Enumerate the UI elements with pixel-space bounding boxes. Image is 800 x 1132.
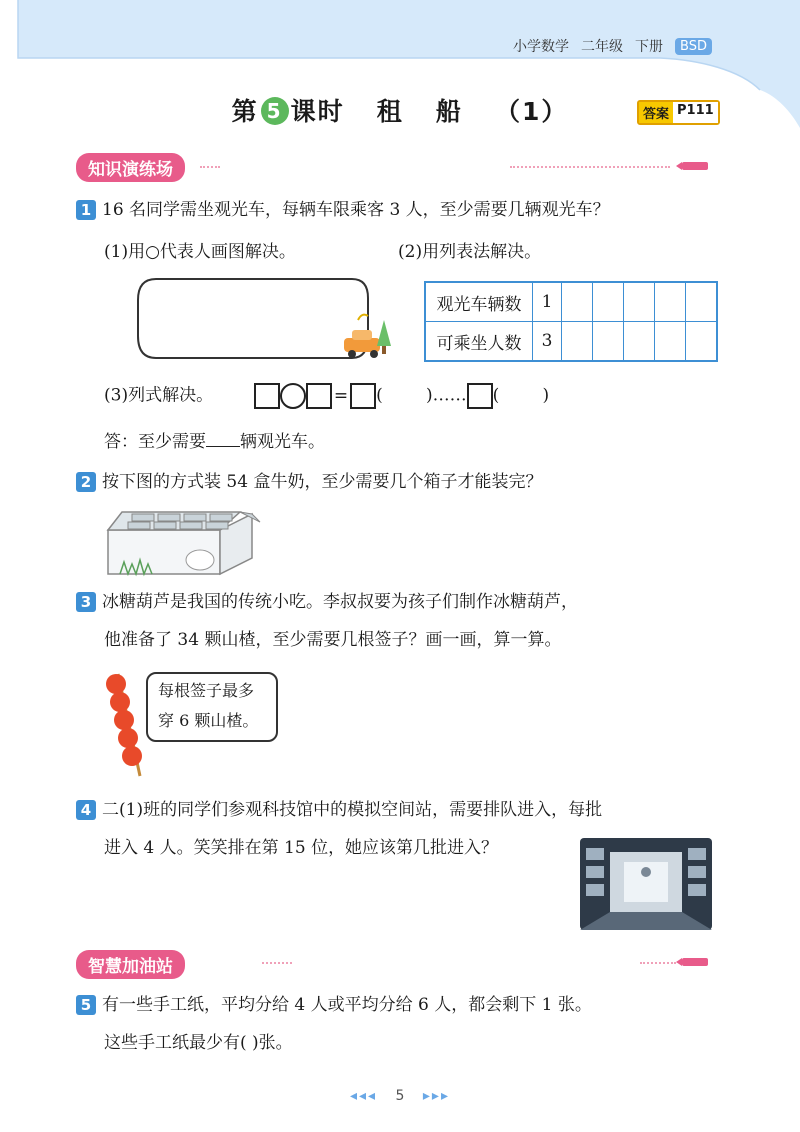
divider xyxy=(200,166,220,168)
moon-icon xyxy=(358,315,368,320)
question-number: 2 xyxy=(76,472,96,492)
title-text: 课时 租 船 （1） xyxy=(290,97,569,126)
space-station-image xyxy=(580,838,712,930)
row2-label: 可乘坐人数 xyxy=(425,322,533,362)
question-4-line2: 进入 4 人。笑笑排在第 15 位，她应该第几批进入？ xyxy=(104,838,499,858)
cell[interactable] xyxy=(686,322,718,362)
cell[interactable] xyxy=(655,322,686,362)
question-number: 3 xyxy=(76,592,96,612)
cell[interactable] xyxy=(562,282,593,322)
divider xyxy=(262,962,292,964)
publisher-badge: BSD xyxy=(675,38,712,55)
page-number: 5 xyxy=(395,1088,405,1104)
answer-label: 答案 xyxy=(639,102,673,123)
question-5-line2: 这些手工纸最少有( )张。 xyxy=(104,1033,293,1053)
question-1 xyxy=(76,198,716,222)
divider xyxy=(640,962,676,964)
question-text: 按下图的方式装 54 盒牛奶，至少需要几个箱子才能装完？ xyxy=(102,472,543,492)
question-text-line1: 二(1)班的同学们参观科技馆中的模拟空间站，需要排队进入，每批 xyxy=(102,800,603,820)
cell[interactable] xyxy=(624,322,655,362)
question-number: 1 xyxy=(76,200,96,220)
section-challenge-tag: 智慧加油站 xyxy=(76,950,185,979)
answer-prefix: 答：至少需要 xyxy=(104,432,206,452)
q1-part3-label: (3)列式解决。 xyxy=(104,385,214,406)
cell: 3 xyxy=(533,322,562,362)
answer-page: P111 xyxy=(673,102,718,123)
question-3-line2: 他准备了 34 颗山楂，至少需要几根签子？画一画，算一算。 xyxy=(104,630,562,650)
cell[interactable] xyxy=(686,282,718,322)
unit-paren: ( ) xyxy=(492,385,550,406)
speech-bubble xyxy=(146,672,278,742)
cell[interactable] xyxy=(562,322,593,362)
bubble-line2: 穿 6 颗山楂。 xyxy=(158,711,259,730)
pencil-icon xyxy=(676,160,710,172)
cell[interactable] xyxy=(593,282,624,322)
blank-box[interactable] xyxy=(467,383,493,409)
unit-paren: ( )…… xyxy=(376,385,467,406)
divider xyxy=(510,166,670,168)
answer-link[interactable] xyxy=(637,100,720,125)
grade-label: 二年级 xyxy=(581,39,624,55)
volume-label: 下册 xyxy=(635,39,664,55)
lesson-number: 5 xyxy=(261,97,289,125)
candied-haws-icon xyxy=(96,668,146,780)
row1-label: 观光车辆数 xyxy=(425,282,533,322)
subject-label: 小学数学 xyxy=(513,39,570,55)
question-4 xyxy=(76,798,736,822)
milk-box-image xyxy=(100,502,266,578)
cell[interactable] xyxy=(624,282,655,322)
bus-table xyxy=(424,281,718,362)
header-meta xyxy=(513,36,712,56)
drawing-area[interactable] xyxy=(132,276,394,364)
q1-part2: (2)用列表法解决。 xyxy=(398,242,542,262)
bubble-line1: 每根签子最多 xyxy=(158,681,255,700)
blank-box[interactable] xyxy=(254,383,280,409)
question-text-line1: 冰糖葫芦是我国的传统小吃。李叔叔要为孩子们制作冰糖葫芦， xyxy=(102,592,578,612)
question-3 xyxy=(76,590,736,614)
blank-operator[interactable] xyxy=(280,383,306,409)
cell[interactable] xyxy=(655,282,686,322)
answer-suffix: 辆观光车。 xyxy=(240,432,325,452)
question-5 xyxy=(76,993,736,1017)
q1-part1: (1)用○代表人画图解决。 xyxy=(104,242,296,262)
question-text: 16 名同学需坐观光车，每辆车限乘客 3 人，至少需要几辆观光车？ xyxy=(102,200,610,220)
next-arrows-icon: ▸▸▸ xyxy=(422,1088,450,1104)
question-2 xyxy=(76,470,716,494)
cell[interactable] xyxy=(593,322,624,362)
title-prefix: 第 xyxy=(231,97,259,126)
blank-box[interactable] xyxy=(306,383,332,409)
question-text-line1: 有一些手工纸，平均分给 4 人或平均分给 6 人，都会剩下 1 张。 xyxy=(102,995,592,1015)
question-number: 4 xyxy=(76,800,96,820)
blank-box[interactable] xyxy=(350,383,376,409)
q1-answer xyxy=(104,430,325,454)
page-footer xyxy=(0,1088,800,1104)
prev-arrows-icon: ◂◂◂ xyxy=(349,1088,378,1104)
equals-sign: = xyxy=(333,385,349,406)
answer-blank[interactable] xyxy=(206,430,240,447)
cell: 1 xyxy=(533,282,562,322)
question-number: 5 xyxy=(76,995,96,1015)
pencil-icon xyxy=(676,956,710,968)
section-practice-tag: 知识演练场 xyxy=(76,153,185,182)
q1-part3 xyxy=(104,383,549,409)
